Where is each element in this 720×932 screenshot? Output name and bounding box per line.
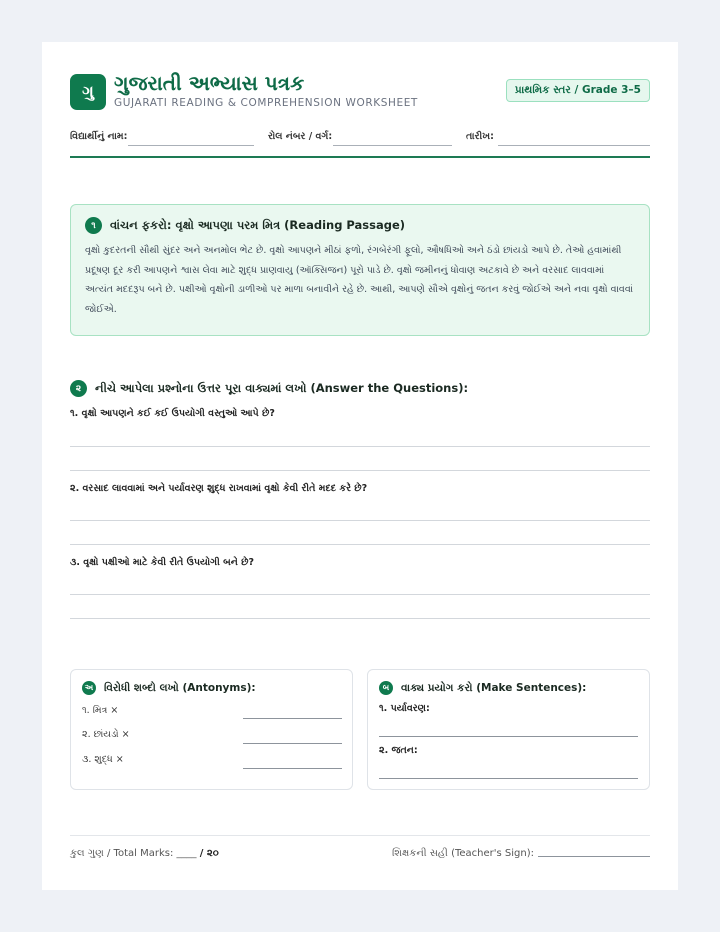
teacher-sign-label: શિક્ષકની સહી (Teacher's Sign): <box>392 848 534 859</box>
question-1: ૧. વૃક્ષો આપણને કઈ કઈ ઉપયોગી વસ્તુઓ આપે છે? <box>70 408 275 419</box>
make-sentences-heading <box>379 681 586 695</box>
sentence-answer-line[interactable] <box>379 736 638 737</box>
section-letter-badge: અ <box>82 681 96 695</box>
questions-heading <box>70 380 468 397</box>
antonym-item: ૧. મિત્ર × <box>82 705 119 716</box>
question-2: ૨. વરસાદ લાવવામાં અને પર્યાવરણ શુદ્ધ રાખવામાં વૃક્ષો કેવી રીતે મદદ કરે છે? <box>70 483 368 494</box>
total-marks <box>70 848 219 859</box>
antonym-item: ૨. છાંયડો × <box>82 729 130 740</box>
worksheet-header <box>70 71 650 110</box>
student-info-row <box>70 128 650 148</box>
antonym-item: ૩. શુદ્ધ × <box>82 754 124 765</box>
section-number-badge: ૧ <box>85 217 102 234</box>
answer-line[interactable] <box>70 470 650 471</box>
question-3: ૩. વૃક્ષો પક્ષીઓ માટે કેવી રીતે ઉપયોગી બને છે? <box>70 557 254 568</box>
answer-line[interactable] <box>70 618 650 619</box>
total-marks-label: કુલ ગુણ / Total Marks: ____ <box>70 848 197 859</box>
worksheet-logo: ગુ <box>70 74 106 110</box>
answer-line[interactable] <box>70 446 650 447</box>
grade-level-badge: પ્રાથમિક સ્તર / Grade 3–5 <box>506 79 650 102</box>
passage-text: વૃક્ષો કુદરતની સૌથી સુંદર અને અનમોલ ભેટ છે. વૃક્ષો આપણને મીઠાં ફળો, રંગબેરંગી ફૂલો, ઔષધિઓ અને ઠંડો છાંયડો આપે છે. તેઓ હવામાંથી પ્રદૂષણ દૂર કરી આપણને શ્વાસ લેવા માટે શુદ્ધ પ્રાણવાયુ (ઑક્સિજન) પૂરો પાડે છે. વૃક્ષો જમીનનું ધોવાણ અટકાવે છે અને વરસાદ લાવવામાં અત્યંત મદદરૂપ બને છે. પક્ષીઓ વૃક્ષોની ડાળીઓ પર માળા બનાવીને રહે છે. આથી, આપણે સૌએ વૃક્ષોનું જતન કરવું જોઈએ અને નવા વૃક્ષો વાવવાં જોઈએ. <box>85 245 634 315</box>
answer-line[interactable] <box>70 520 650 521</box>
header-divider <box>70 156 650 158</box>
sentence-word-2: ૨. જતન: <box>379 745 418 756</box>
antonym-answer-line[interactable] <box>243 768 342 769</box>
antonym-answer-line[interactable] <box>243 743 342 744</box>
date-field[interactable] <box>498 145 650 146</box>
teacher-sign-line[interactable] <box>538 856 650 857</box>
teacher-signature <box>392 848 650 859</box>
antonym-answer-line[interactable] <box>243 718 342 719</box>
worksheet-title: ગુજરાતી અભ્યાસ પત્રક <box>114 71 305 95</box>
make-sentences-card <box>367 669 650 790</box>
student-name-label: વિદ્યાર્થીનું નામ: <box>70 131 128 142</box>
questions-heading-text: નીચે આપેલા પ્રશ્નોના ઉત્તર પૂરા વાક્યમાં લખો (Answer the Questions): <box>95 381 469 395</box>
answer-line[interactable] <box>70 544 650 545</box>
footer-divider <box>70 835 650 836</box>
passage-heading-text: વાંચન ફકરો: વૃક્ષો આપણા પરમ મિત્ર (Reading Passage) <box>110 218 406 232</box>
antonyms-heading <box>82 681 256 695</box>
passage-heading <box>85 217 635 234</box>
total-marks-value: / ૨૦ <box>199 848 219 859</box>
section-letter-badge: બ <box>379 681 393 695</box>
reading-passage-box <box>70 204 650 336</box>
sentence-answer-line[interactable] <box>379 778 638 779</box>
section-number-badge: ૨ <box>70 380 87 397</box>
make-sentences-heading-text: વાક્ય પ્રયોગ કરો (Make Sentences): <box>401 681 587 694</box>
student-name-field[interactable] <box>128 145 254 146</box>
date-label: તારીખ: <box>466 131 494 142</box>
roll-class-field[interactable] <box>333 145 452 146</box>
worksheet-subtitle: GUJARATI READING & COMPREHENSION WORKSHEET <box>114 97 418 109</box>
roll-class-label: રોલ નંબર / વર્ગ: <box>268 131 333 142</box>
sentence-word-1: ૧. પર્યાવરણ: <box>379 703 430 714</box>
antonyms-card <box>70 669 353 790</box>
answer-line[interactable] <box>70 594 650 595</box>
worksheet-page <box>42 42 678 890</box>
antonyms-heading-text: વિરોધી શબ્દો લખો (Antonyms): <box>104 681 256 694</box>
